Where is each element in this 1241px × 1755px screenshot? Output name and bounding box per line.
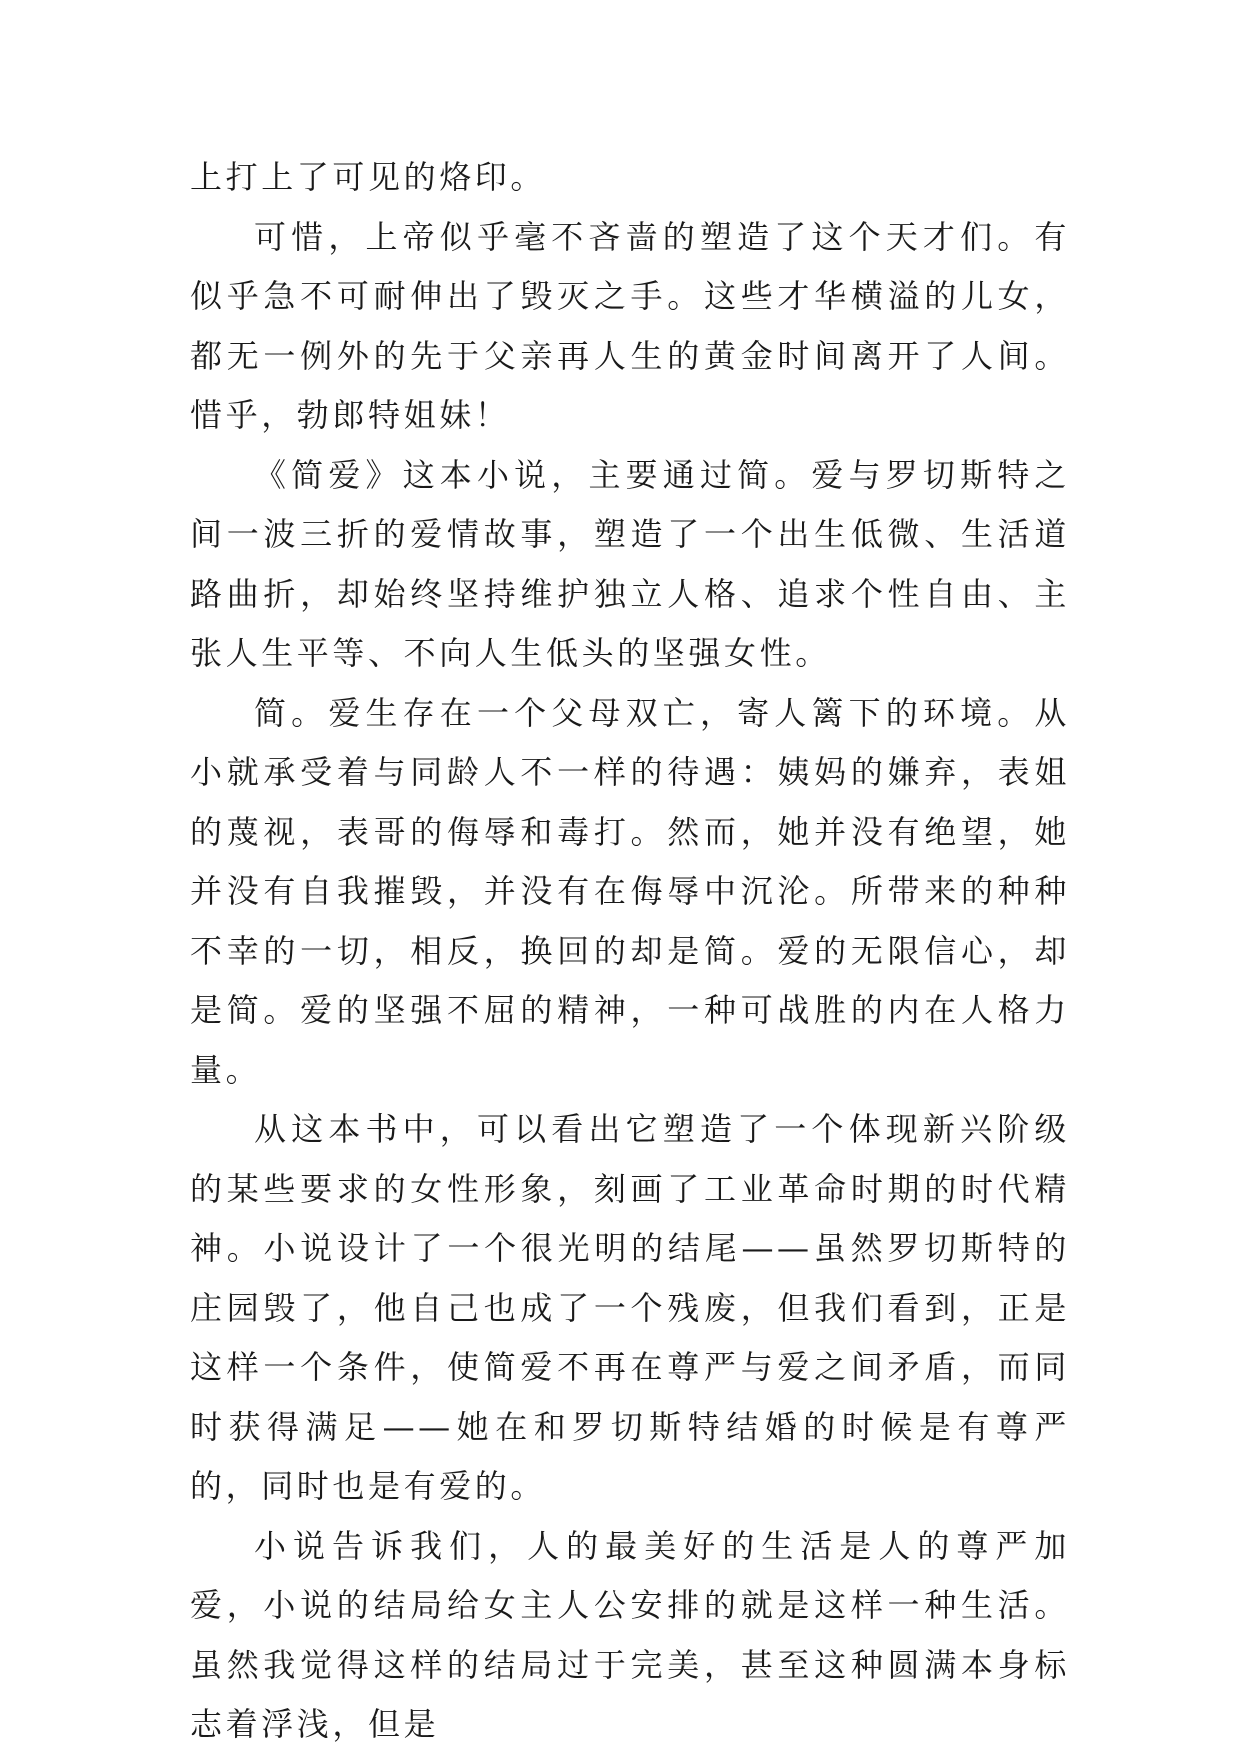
paragraph: 可惜，上帝似乎毫不吝啬的塑造了这个天才们。有似乎急不可耐伸出了毁灭之手。这些才华横溢的儿女，都无一例外的先于父亲再人生的黄金时间离开了人间。惜乎，勃郎特姐妹！ xyxy=(190,217,1070,434)
paragraph-continuation: 上打上了可见的烙印。 xyxy=(190,158,547,196)
document-page xyxy=(190,148,1070,1755)
paragraph: 小说告诉我们，人的最美好的生活是人的尊严加爱，小说的结局给女主人公安排的就是这样一种生活。虽然我觉得这样的结局过于完美，甚至这种圆满本身标志着浮浅，但是 xyxy=(190,1526,1070,1743)
paragraph: 从这本书中，可以看出它塑造了一个体现新兴阶级的某些要求的女性形象，刻画了工业革命时期的时代精神。小说设计了一个很光明的结尾——虽然罗切斯特的庄园毁了，他自己也成了一个残废，但我们看到，正是这样一个条件，使简爱不再在尊严与爱之间矛盾，而同时获得满足——她在和罗切斯特结婚的时候是有尊严的，同时也是有爱的。 xyxy=(190,1110,1070,1505)
paragraph: 《简爱》这本小说，主要通过简。爱与罗切斯特之间一波三折的爱情故事，塑造了一个出生低微、生活道路曲折，却始终坚持维护独立人格、追求个性自由、主张人生平等、不向人生低头的坚强女性。 xyxy=(190,455,1070,672)
paragraph: 简。爱生存在一个父母双亡，寄人篱下的环境。从小就承受着与同龄人不一样的待遇：姨妈的嫌弃，表姐的蔑视，表哥的侮辱和毒打。然而，她并没有绝望，她并没有自我摧毁，并没有在侮辱中沉沦。所带来的种种不幸的一切，相反，换回的却是简。爱的无限信心，却是简。爱的坚强不屈的精神，一种可战胜的内在人格力量。 xyxy=(190,693,1070,1089)
